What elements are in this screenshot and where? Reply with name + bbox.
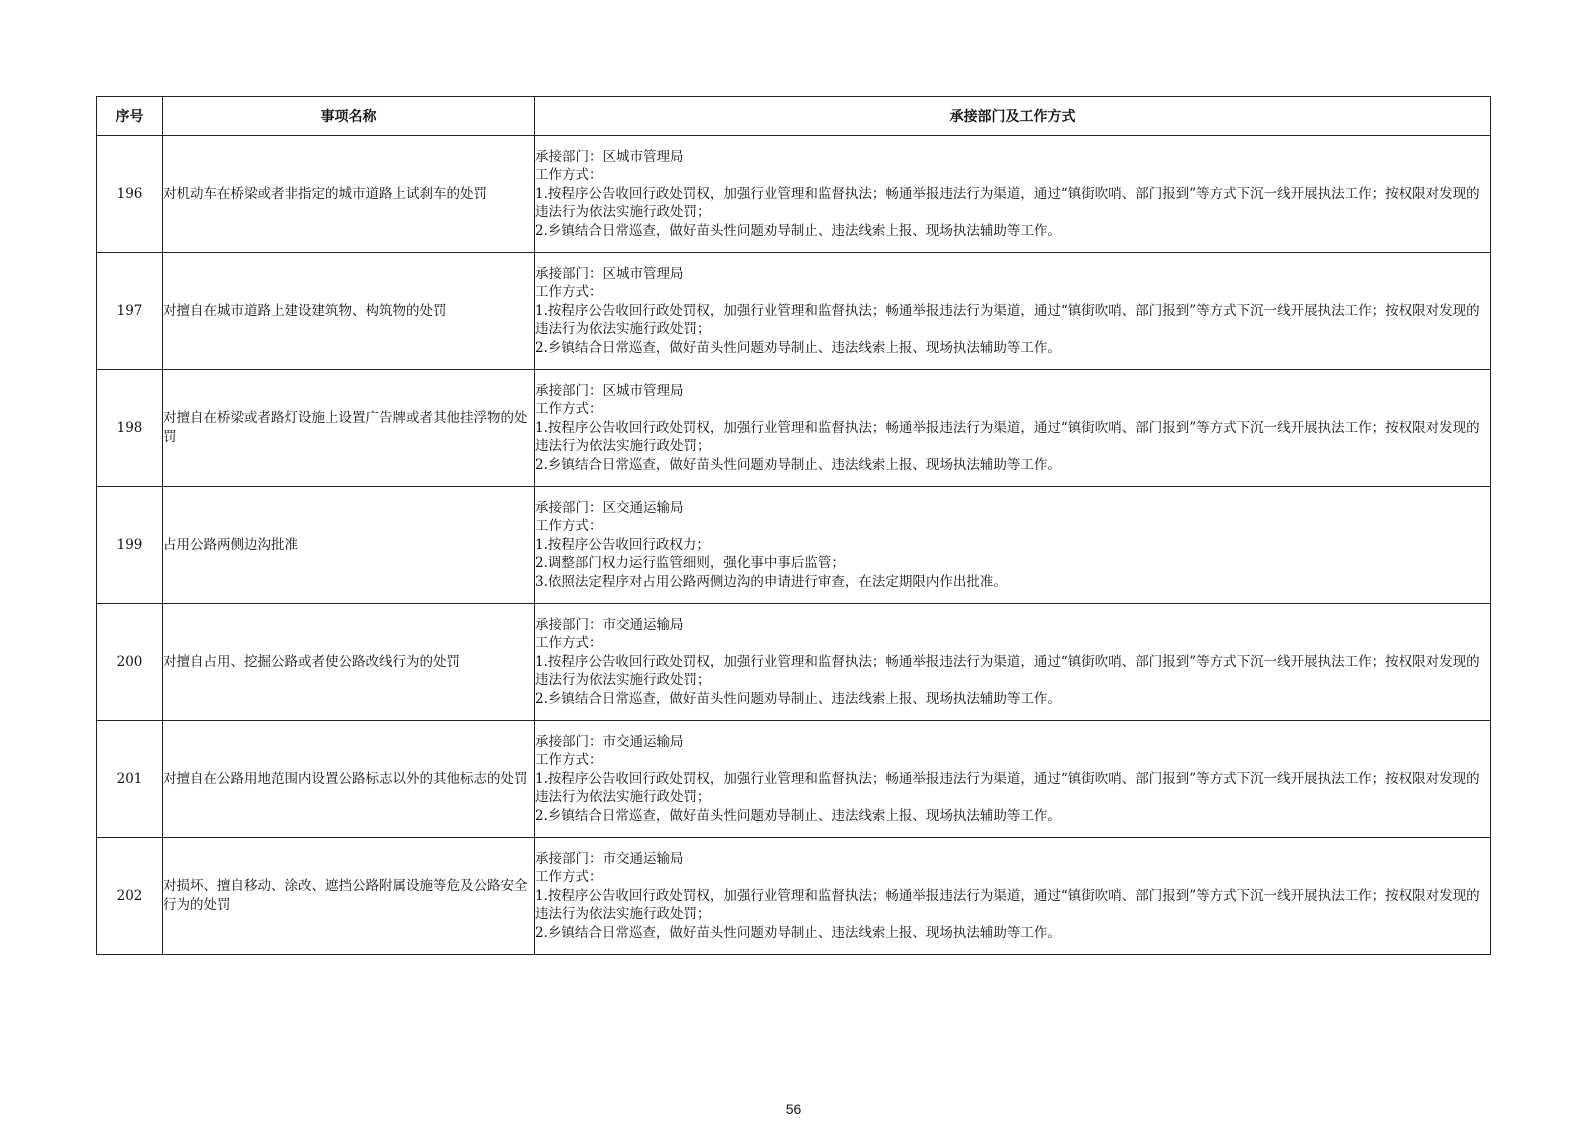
- detail-line: 2.调整部门权力运行监管细则，强化事中事后监管；: [535, 555, 845, 572]
- table-row: [97, 838, 1491, 955]
- row-seq: 198: [97, 370, 163, 487]
- row-item-name: 对擅自在桥梁或者路灯设施上设置广告牌或者其他挂浮物的处罚: [163, 370, 535, 487]
- row-department-method: [535, 253, 1491, 370]
- detail-line: 1.按程序公告收回行政处罚权，加强行业管理和监督执法；畅通举报违法行为渠道，通过“镇街吹哨、部门报到”等方式下沉一线开展执法工作；按权限对发现的违法行为依法实施行政处罚；: [535, 887, 1480, 923]
- detail-line: 工作方式：: [535, 752, 603, 769]
- detail-line: 1.按程序公告收回行政处罚权，加强行业管理和监督执法；畅通举报违法行为渠道，通过“镇街吹哨、部门报到”等方式下沉一线开展执法工作；按权限对发现的违法行为依法实施行政处罚；: [535, 302, 1480, 338]
- header-name: 事项名称: [163, 97, 535, 136]
- table-row: [97, 487, 1491, 604]
- table-header-row: [97, 97, 1491, 136]
- detail-line: 2.乡镇结合日常巡查，做好苗头性问题劝导制止、违法线索上报、现场执法辅助等工作。: [535, 222, 1061, 239]
- detail-line: 2.乡镇结合日常巡查，做好苗头性问题劝导制止、违法线索上报、现场执法辅助等工作。: [535, 807, 1061, 824]
- detail-line: 2.乡镇结合日常巡查，做好苗头性问题劝导制止、违法线索上报、现场执法辅助等工作。: [535, 924, 1061, 941]
- table-row: [97, 604, 1491, 721]
- row-seq: 199: [97, 487, 163, 604]
- matters-table: [96, 96, 1491, 955]
- row-item-name: 对擅自在城市道路上建设建筑物、构筑物的处罚: [163, 253, 535, 370]
- row-seq: 202: [97, 838, 163, 955]
- row-seq: 200: [97, 604, 163, 721]
- row-seq: 197: [97, 253, 163, 370]
- detail-line: 1.按程序公告收回行政处罚权，加强行业管理和监督执法；畅通举报违法行为渠道，通过“镇街吹哨、部门报到”等方式下沉一线开展执法工作；按权限对发现的违法行为依法实施行政处罚；: [535, 185, 1480, 221]
- row-seq: 196: [97, 136, 163, 253]
- detail-line: 承接部门：区交通运输局: [535, 499, 684, 516]
- detail-line: 2.乡镇结合日常巡查，做好苗头性问题劝导制止、违法线索上报、现场执法辅助等工作。: [535, 690, 1061, 707]
- detail-line: 承接部门：区城市管理局: [535, 382, 684, 399]
- table-body: [97, 136, 1491, 955]
- row-department-method: [535, 487, 1491, 604]
- row-seq: 201: [97, 721, 163, 838]
- table-row: [97, 136, 1491, 253]
- detail-line: 工作方式：: [535, 284, 603, 301]
- detail-line: 承接部门：市交通运输局: [535, 616, 684, 633]
- detail-line: 承接部门：区城市管理局: [535, 148, 684, 165]
- detail-line: 3.依照法定程序对占用公路两侧边沟的申请进行审查，在法定期限内作出批准。: [535, 573, 1007, 590]
- row-item-name: 占用公路两侧边沟批准: [163, 487, 535, 604]
- detail-line: 工作方式：: [535, 518, 603, 535]
- table-row: [97, 721, 1491, 838]
- row-department-method: [535, 604, 1491, 721]
- detail-line: 工作方式：: [535, 401, 603, 418]
- detail-line: 承接部门：市交通运输局: [535, 733, 684, 750]
- detail-line: 1.按程序公告收回行政处罚权，加强行业管理和监督执法；畅通举报违法行为渠道，通过“镇街吹哨、部门报到”等方式下沉一线开展执法工作；按权限对发现的违法行为依法实施行政处罚；: [535, 653, 1480, 689]
- detail-line: 1.按程序公告收回行政处罚权，加强行业管理和监督执法；畅通举报违法行为渠道，通过“镇街吹哨、部门报到”等方式下沉一线开展执法工作；按权限对发现的违法行为依法实施行政处罚；: [535, 770, 1480, 806]
- page-number: 56: [785, 1101, 802, 1117]
- detail-line: 2.乡镇结合日常巡查，做好苗头性问题劝导制止、违法线索上报、现场执法辅助等工作。: [535, 456, 1061, 473]
- row-department-method: [535, 838, 1491, 955]
- detail-line: 承接部门：区城市管理局: [535, 265, 684, 282]
- row-department-method: [535, 721, 1491, 838]
- detail-line: 工作方式：: [535, 635, 603, 652]
- row-department-method: [535, 370, 1491, 487]
- table-row: [97, 253, 1491, 370]
- row-item-name: 对擅自占用、挖掘公路或者使公路改线行为的处罚: [163, 604, 535, 721]
- row-department-method: [535, 136, 1491, 253]
- row-item-name: 对损坏、擅自移动、涂改、遮挡公路附属设施等危及公路安全行为的处罚: [163, 838, 535, 955]
- detail-line: 1.按程序公告收回行政处罚权，加强行业管理和监督执法；畅通举报违法行为渠道，通过“镇街吹哨、部门报到”等方式下沉一线开展执法工作；按权限对发现的违法行为依法实施行政处罚；: [535, 419, 1480, 455]
- header-seq: 序号: [97, 97, 163, 136]
- header-detail: 承接部门及工作方式: [535, 97, 1491, 136]
- detail-line: 2.乡镇结合日常巡查，做好苗头性问题劝导制止、违法线索上报、现场执法辅助等工作。: [535, 339, 1061, 356]
- row-item-name: 对擅自在公路用地范围内设置公路标志以外的其他标志的处罚: [163, 721, 535, 838]
- detail-line: 工作方式：: [535, 167, 603, 184]
- detail-line: 1.按程序公告收回行政权力；: [535, 536, 710, 553]
- detail-line: 工作方式：: [535, 869, 603, 886]
- detail-line: 承接部门：市交通运输局: [535, 850, 684, 867]
- row-item-name: 对机动车在桥梁或者非指定的城市道路上试刹车的处罚: [163, 136, 535, 253]
- table-row: [97, 370, 1491, 487]
